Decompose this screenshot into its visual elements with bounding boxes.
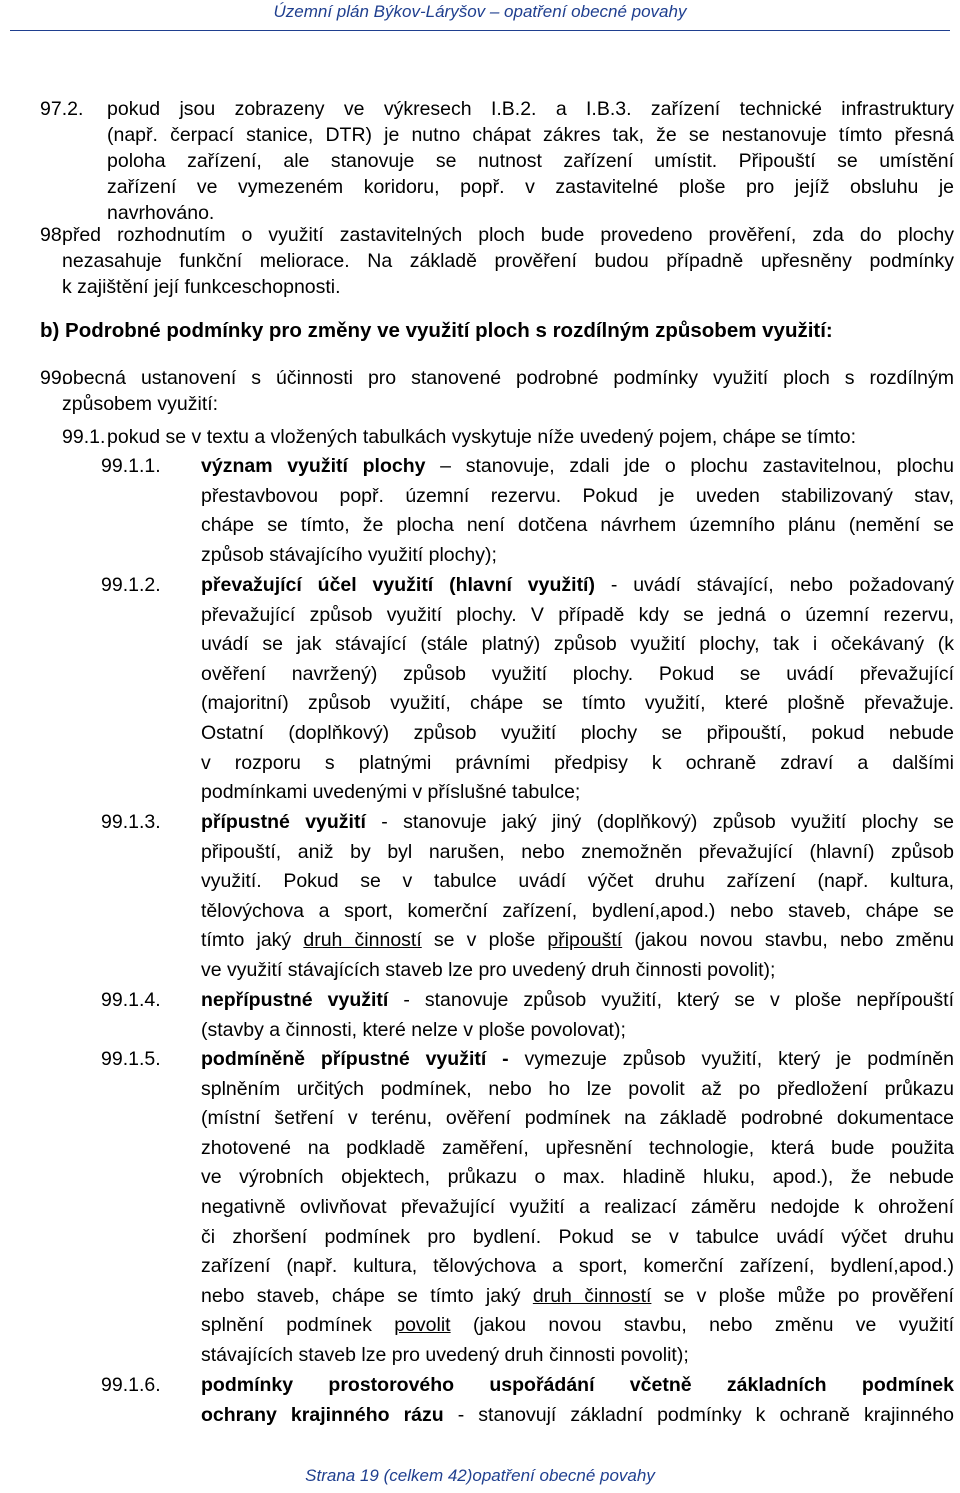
text-line: nezasahuje funkční meliorace. Na základě prověření budou případně upřesněny podmínky [62,250,954,272]
item-99-text [62,365,954,417]
text-line: nepřípustné využití - stanovuje způsob využití, který se v ploše nepřípouští [201,989,954,1011]
item-97-2-text [107,96,954,226]
text-line: (majoritní) způsob využití, chápe se tímto využití, které plošně převažuje. [201,692,954,715]
text-line: chápe se tímto, že plocha není dotčena návrhem územního plánu (nemění se [201,514,954,537]
item-99-1-2-text [201,571,954,808]
text-line: způsob stávajícího využití plochy); [201,543,497,566]
text-line: přípustné využití - stanovuje jaký jiný (doplňkový) způsob využití plochy se [201,811,954,833]
text-line: připouští, aniž by byl narušen, nebo znemožněn převažující (hlavní) způsob [201,840,954,863]
text-line: zařízení ve vymezeném koridoru, popř. v zastavitelné ploše pro jejíž obsluhu je [107,176,954,198]
item-99-1-text: pokud se v textu a vložených tabulkách vyskytuje níže uvedený pojem, chápe se tímto: [107,426,856,448]
item-98-text [62,222,954,300]
text-line: ve využití stávajících staveb lze pro uvedený druh činnosti povolit); [201,958,776,981]
item-number: 99.1.5. [101,1048,161,1070]
section-heading: b) Podrobné podmínky pro změny ve využití ploch s rozdílným způsobem využití: [40,319,833,342]
text-line: přestavbovou popř. územní rezervu. Pokud je uveden stabilizovaný stav, [201,484,954,507]
text-line: tělovýchova a sport, komerční zařízení, bydlení,apod.) nebo staveb, chápe se [201,899,954,922]
item-number: 99. [40,367,68,389]
text-line: zařízení (např. kultura, tělovýchova a sport, komerční zařízení, bydlení,apod.) [201,1255,954,1278]
item-99-1-6-text [201,1371,954,1430]
text-line: (místní šetření v terénu, ověření podmínek na základě podrobné dokumentace [201,1107,954,1130]
term: nepřípustné využití [201,989,389,1011]
item-99-1-3-text [201,808,954,986]
term: ochrany krajinného rázu [201,1403,444,1426]
text-line: podmínkami uvedenými v příslušné tabulce; [201,781,581,804]
text-line: navrhováno. [107,202,215,224]
item-number: 99.1.1. [101,455,161,477]
text-line: obecná ustanovení s účinnosti pro stanovené podrobné podmínky využití ploch s rozdílným [62,367,954,389]
text-line: či zhoršení podmínek pro bydlení. Pokud se v tabulce uvádí výčet druhu [201,1225,954,1248]
text-line [201,1371,954,1401]
text-line: stávajících staveb lze pro uvedený druh činnosti povolit); [201,1343,689,1366]
item-number: 99.1.6. [101,1374,161,1396]
page-header: Územní plán Býkov-Láryšov – opatření obecné povahy [273,2,687,21]
text-line: uvádí se jak stávající (stále platný) způsob využití plochy, tak i očekávaný (k [201,633,954,656]
text-line: před rozhodnutím o využití zastavitelných ploch bude provedeno prověření, zda do plochy [62,224,954,246]
text-line: tímto jaký druh činností se v ploše připouští (jakou novou stavbu, nebo změnu [201,929,955,952]
page-footer: Strana 19 (celkem 42)opatření obecné povahy [305,1466,655,1485]
text-line: význam využití plochy – stanovuje, zdali jde o plochu zastavitelnou, plochu [201,455,954,477]
text-line: Ostatní (doplňkový) způsob využití plochy se připouští, pokud nebude [201,721,954,744]
underlined-term: druh činností [303,929,422,952]
underlined-term: povolit [394,1314,451,1337]
text-line: poloha zařízení, ale stanovuje se nutnost zařízení umístit. Připouští se umístění [107,150,954,172]
text-line: ochrany krajinného rázu - stanovují základní podmínky k ochraně krajinného [201,1403,954,1426]
item-number: 99.1.2. [101,574,161,596]
item-number: 99.1. [62,426,106,448]
underlined-term: připouští [547,929,623,952]
term: podmíněně přípustné využití - [201,1048,509,1070]
text-line: převažující způsob využití plochy. V případě kdy se jedná o územní rezervu, [201,603,954,626]
underlined-term: druh činností [532,1284,652,1307]
text-line: v rozporu s platnými právními předpisy k ochraně zdraví a dalšími [201,751,954,774]
item-number: 99.1.3. [101,811,161,833]
header-divider [10,30,950,31]
term: význam využití plochy [201,455,426,477]
text-line: ve výrobních objektech, průkazu o max. hladině hluku, apod.), že nebude [201,1166,954,1189]
item-99-1-1-text [201,452,954,570]
term: podmínky prostorového uspořádání včetně základních podmínek [201,1374,954,1396]
text-line: ověření navržený) způsob využití plochy. Pokud se uvádí převažující [201,662,954,685]
text-line: využití. Pokud se v tabulce uvádí výčet druhu zařízení (např. kultura, [201,870,954,893]
term: převažující účel využití (hlavní využití) [201,574,595,596]
text-line: zhotovené na podkladě zaměření, upřesnění technologie, která bude použita [201,1136,954,1159]
text-line: pokud jsou zobrazeny ve výkresech I.B.2. a I.B.3. zařízení technické infrastruktury [107,98,954,120]
text-line: splnění podmínek povolit (jakou novou stavbu, nebo změnu ve využití [201,1314,954,1337]
text-line: nebo staveb, chápe se tímto jaký druh činností se v ploše může po prověření [201,1284,954,1307]
text-line: splněním určitých podmínek, nebo ho lze povolit až po předložení průkazu [201,1077,954,1100]
item-number: 99.1.4. [101,989,161,1011]
text-line: způsobem využití: [62,393,219,415]
text-line: k zajištění její funkceschopnosti. [62,276,341,298]
text-line: převažující účel využití (hlavní využití) - uvádí stávající, nebo požadovaný [201,574,954,596]
text-line: (stavby a činnosti, které nelze v ploše povolovat); [201,1018,626,1041]
item-number: 97.2. [40,98,84,120]
text-line: (např. čerpací stanice, DTR) je nutno chápat zákres tak, že se nestanovuje tímto přesná [107,124,954,146]
item-99-1-4-text [201,986,954,1045]
term: přípustné využití [201,811,366,833]
item-number: 98. [40,224,68,246]
text-line: negativně ovlivňovat převažující využití a realizací záměru nedojde k ohrožení [201,1195,954,1218]
text-line: podmíněně přípustné využití - vymezuje způsob využití, který je podmíněn [201,1048,954,1070]
item-99-1-5-text [201,1045,954,1371]
